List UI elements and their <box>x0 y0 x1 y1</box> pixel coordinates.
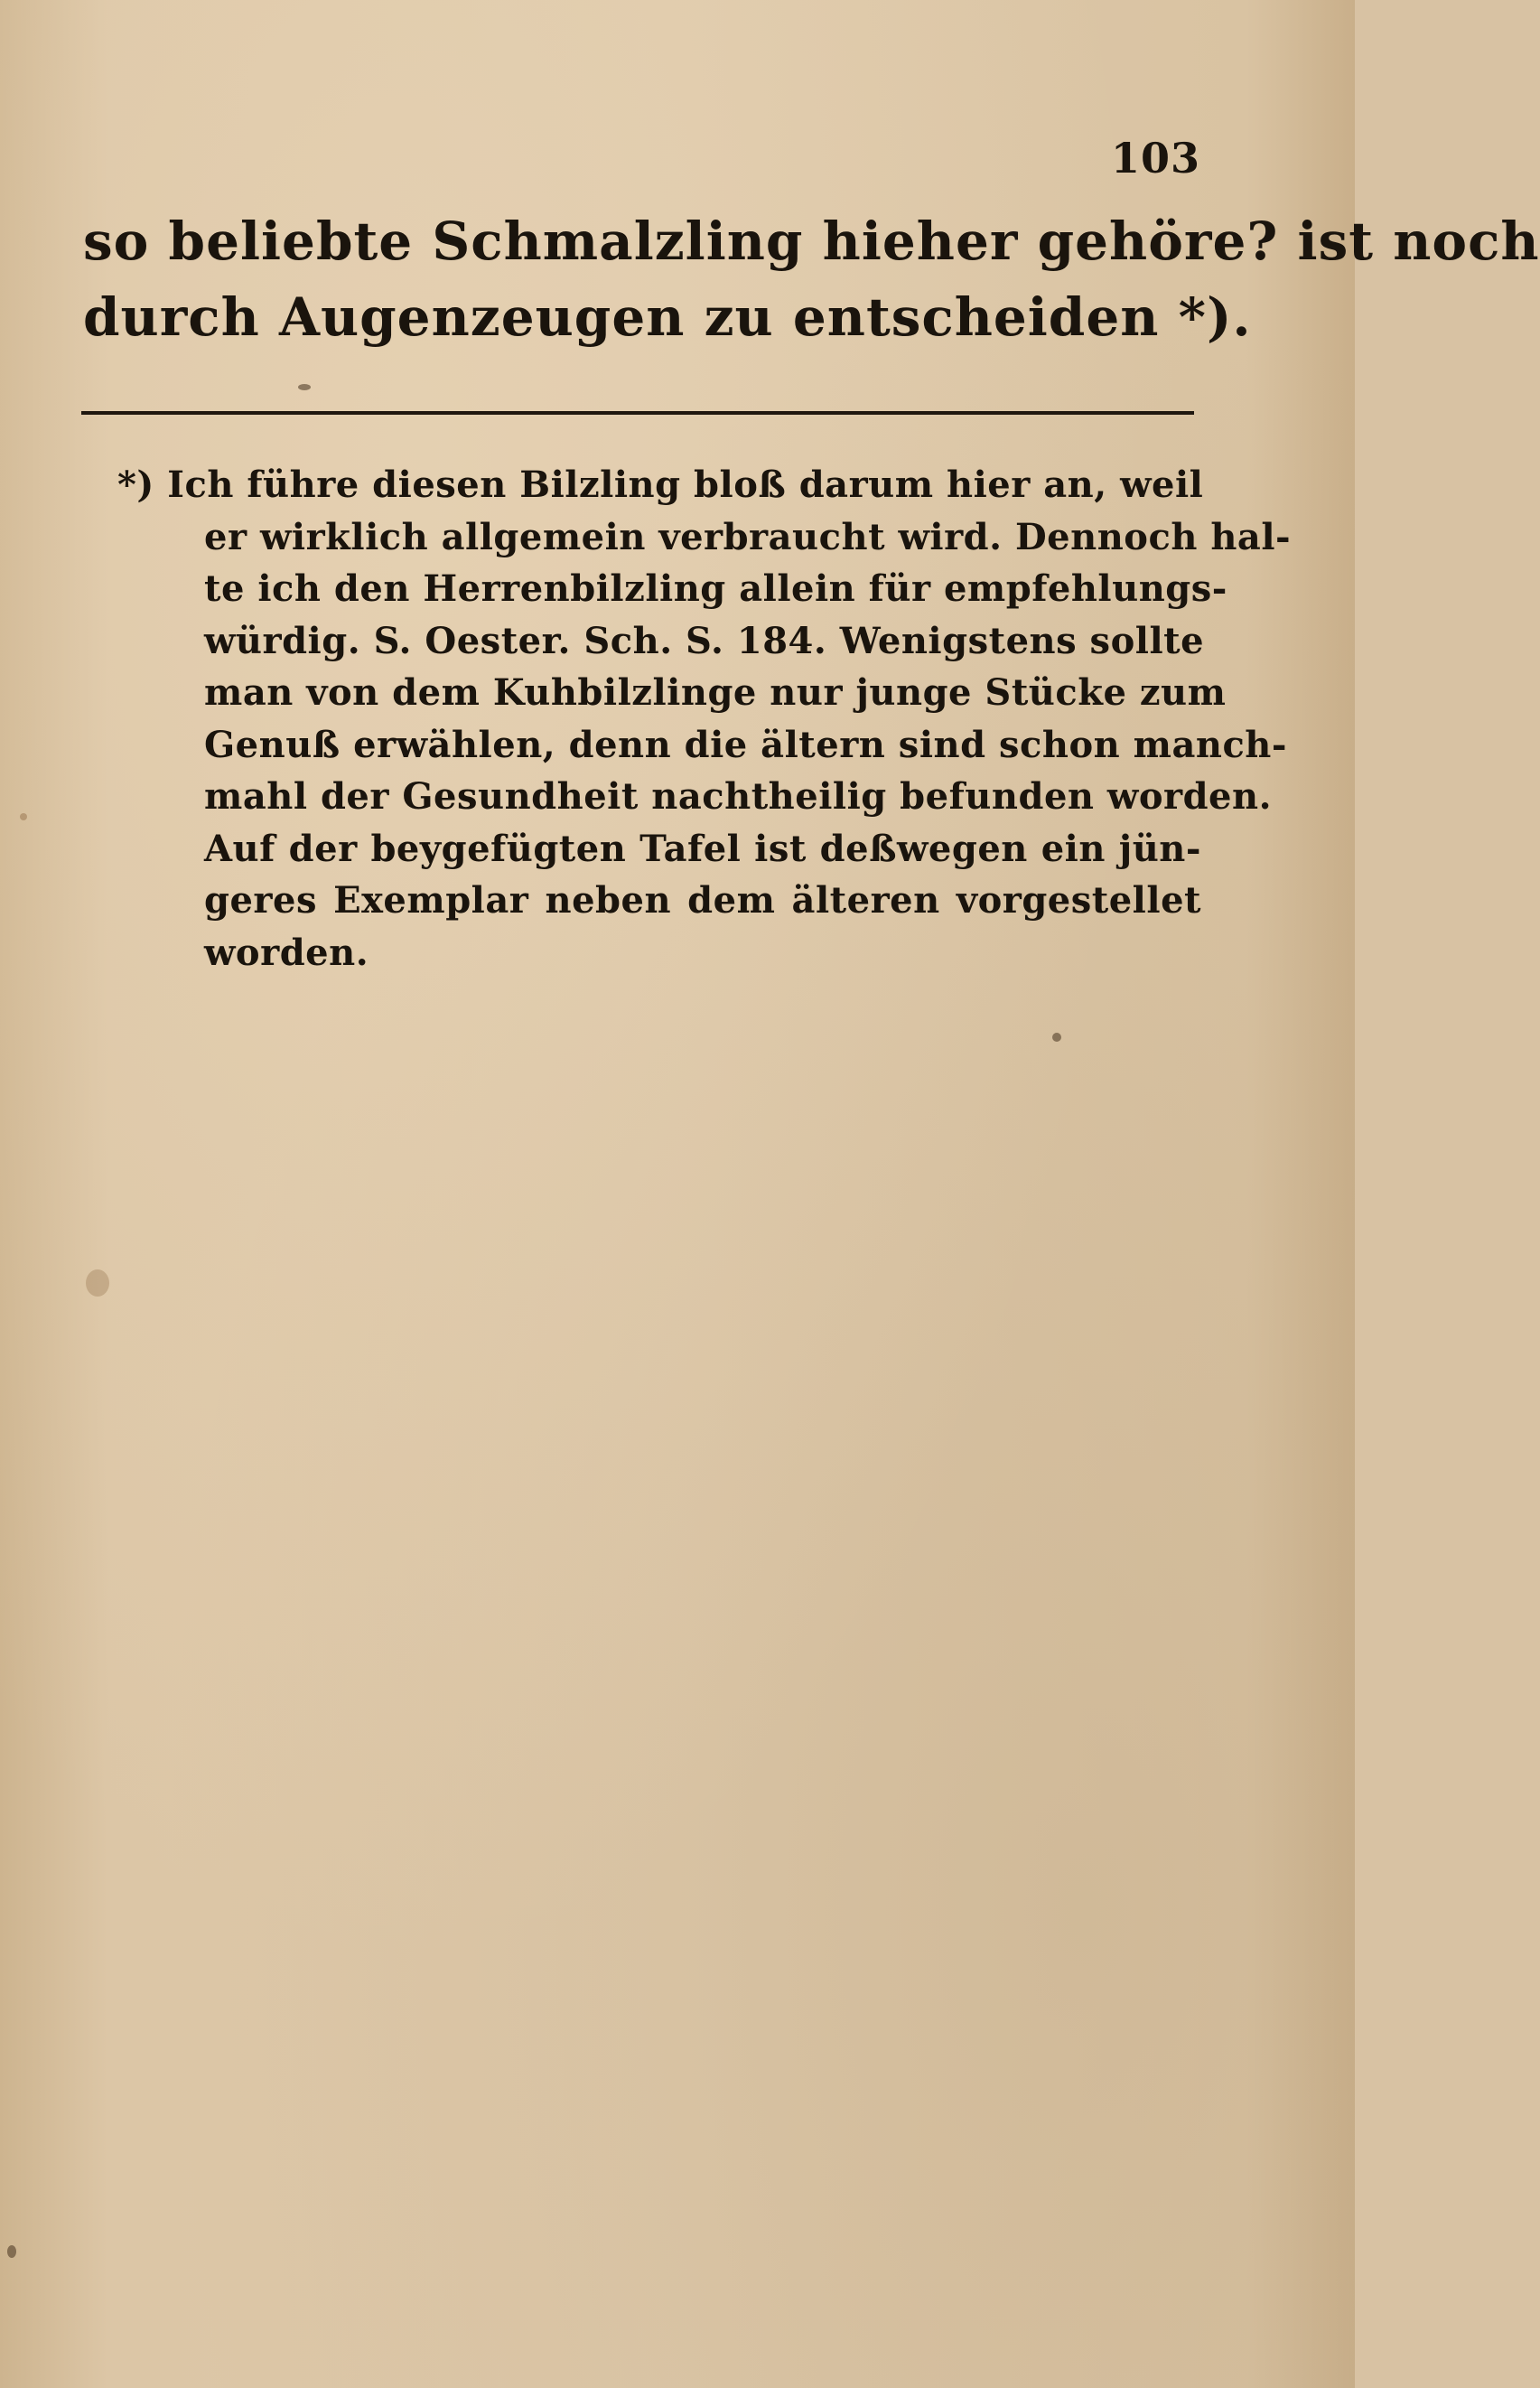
footnote-line: Genuß erwählen, denn die ältern sind schon manch- <box>204 723 1287 766</box>
page-number: 103 <box>1111 134 1201 183</box>
ink-speck <box>1052 1033 1061 1042</box>
footnote-line: mahl der Gesundheit nachtheilig befunden worden. <box>204 775 1273 818</box>
footnote-line: würdig. S. Oester. Sch. S. 184. Wenigstens sollte <box>204 619 1205 662</box>
main-text <box>83 203 1540 355</box>
footnote-line: man von dem Kuhbilzlinge nur junge Stücke zum <box>204 671 1227 714</box>
divider-rule <box>81 411 1194 415</box>
ink-speck <box>7 2245 16 2258</box>
ink-speck <box>298 384 311 390</box>
footnote-line: Auf der beygefügten Tafel ist deßwegen ein jün- <box>204 827 1201 870</box>
stain-spot <box>20 813 27 820</box>
footnote-line: te ich den Herrenbilzling allein für empfehlungs- <box>204 567 1227 610</box>
footnote-line: worden. <box>204 931 369 974</box>
footnote-line: *) Ich führe diesen Bilzling bloß darum hier an, weil <box>117 464 1204 506</box>
stain-spot <box>86 1269 109 1297</box>
footnote <box>117 459 1292 979</box>
footnote-line: er wirklich allgemein verbraucht wird. Dennoch hal- <box>204 515 1292 558</box>
footnote-line: geres Exemplar neben dem älteren vorgestellet <box>204 879 1201 922</box>
main-text-line: durch Augenzeugen zu entscheiden *). <box>83 286 1252 348</box>
main-text-line: so beliebte Schmalzling hieher gehöre? ist noch <box>83 211 1540 272</box>
